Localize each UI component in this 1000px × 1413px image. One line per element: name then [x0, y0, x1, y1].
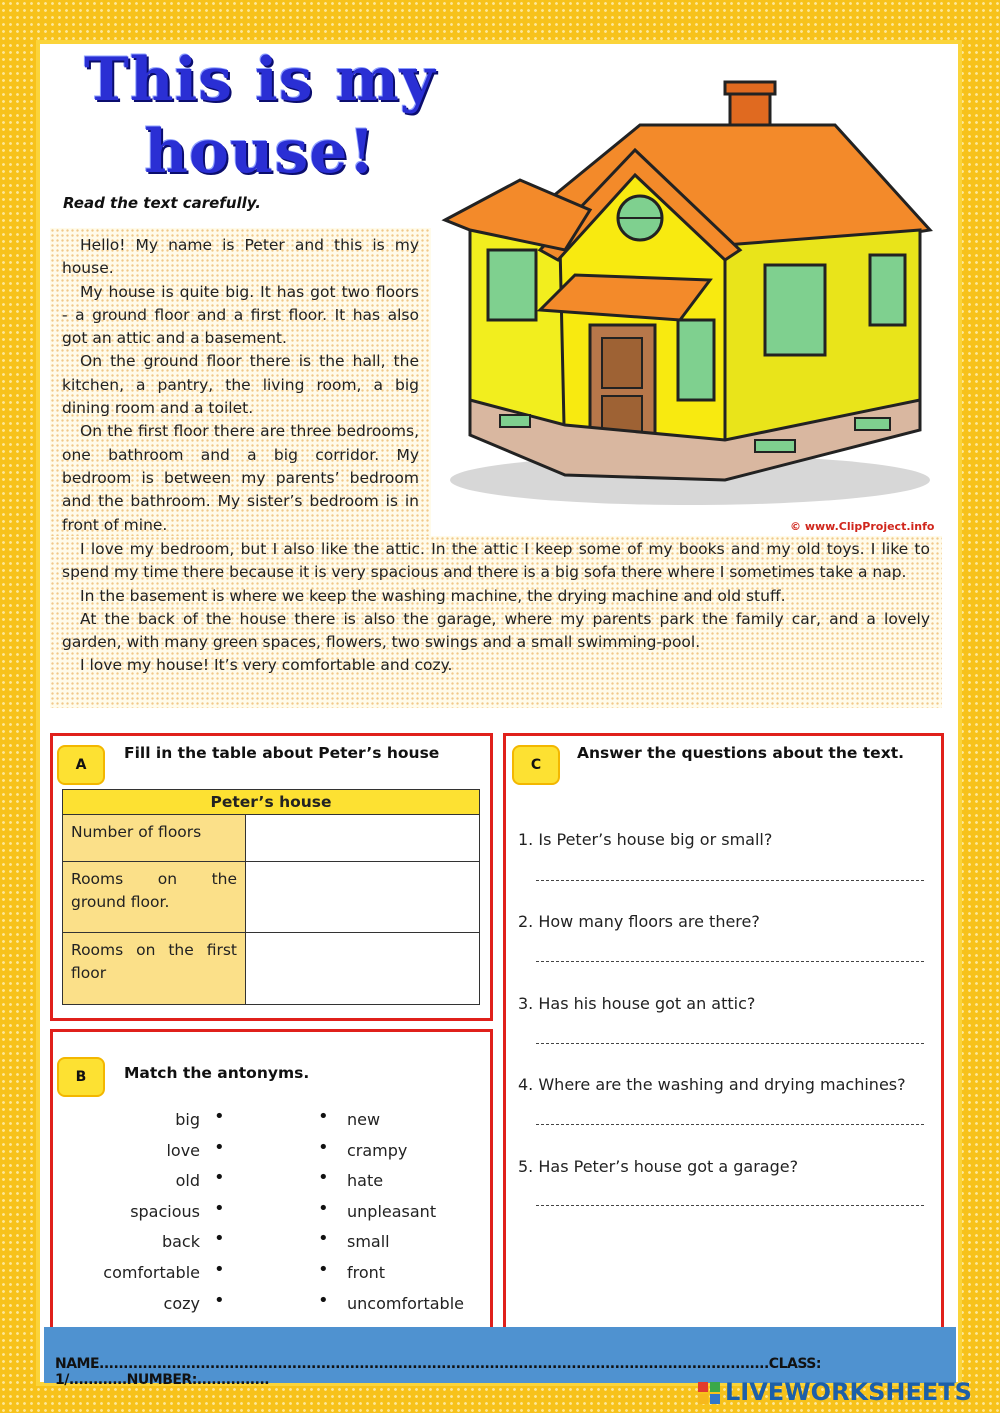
section-b-badge: B: [57, 1057, 105, 1097]
peters-house-table: [62, 789, 480, 1005]
section-b-instruction: Match the antonyms.: [124, 1064, 310, 1082]
page-title: This is my house!: [84, 45, 436, 187]
student-info-line[interactable]: NAME...........................................................................................................................................CLASS: 1/............NUMBER:...............: [55, 1356, 821, 1388]
antonyms-left-column: [60, 1110, 200, 1324]
match-dot-right[interactable]: •: [318, 1289, 329, 1311]
match-dot-left[interactable]: •: [214, 1228, 225, 1250]
question: 5. Has Peter’s house got a garage?: [518, 1157, 799, 1176]
match-dot-left[interactable]: •: [214, 1106, 225, 1127]
table-row-label: Rooms on the first floor: [63, 933, 246, 1005]
answer-line[interactable]: [536, 961, 924, 962]
answer-cell-first-floor[interactable]: [246, 933, 480, 1005]
antonym-left[interactable]: comfortable: [103, 1262, 200, 1282]
brand-logo: [697, 1378, 997, 1410]
match-dot-right[interactable]: •: [318, 1167, 329, 1189]
match-dot-right[interactable]: •: [318, 1136, 329, 1158]
house-illustration: [440, 70, 950, 540]
antonym-right[interactable]: crampy: [347, 1140, 408, 1160]
match-dot-left[interactable]: •: [214, 1136, 225, 1158]
paragraph: In the basement is where we keep the washing machine, the drying machine and old stuff.: [80, 586, 786, 605]
antonym-right[interactable]: hate: [347, 1171, 384, 1191]
image-credit: © www.ClipProject.info: [790, 520, 935, 533]
antonym-right[interactable]: unpleasant: [347, 1201, 437, 1221]
paragraph: I love my house! It’s very comfortable and cozy.: [80, 656, 453, 675]
antonym-left[interactable]: love: [166, 1140, 200, 1160]
match-dot-right[interactable]: •: [318, 1106, 329, 1127]
answer-line[interactable]: [536, 1043, 924, 1044]
paragraph: On the first floor there are three bedrooms, one bathroom and a big corridor. My bedroom is between my parents’ bedroom and the bathroom. My sister’s bedroom is in front of mine.: [62, 422, 419, 534]
match-dot-left[interactable]: •: [214, 1259, 225, 1280]
paragraph: My house is quite big. It has got two floors - a ground floor and a first floor. It has also got an attic and a basement.: [62, 282, 419, 348]
subtitle: Read the text carefully.: [63, 194, 261, 212]
section-a-badge: A: [57, 745, 105, 785]
match-dot-left[interactable]: •: [214, 1197, 225, 1219]
table-header: Peter’s house: [63, 790, 480, 815]
question: 4. Where are the washing and drying machines?: [518, 1075, 906, 1094]
section-a-instruction: Fill in the table about Peter’s house: [124, 744, 440, 762]
question: 2. How many floors are there?: [518, 912, 760, 931]
answer-line[interactable]: [536, 880, 924, 881]
paragraph: At the back of the house there is also the garage, where my parents park the family car, and a lovely garden, with many green spaces, flowers, two swings and a small swimming-pool.: [62, 609, 930, 652]
table-row-label: Rooms on the ground floor.: [63, 861, 246, 933]
match-dot-right[interactable]: •: [318, 1259, 329, 1280]
section-c-instruction: Answer the questions about the text.: [577, 744, 904, 762]
table-row-label: Number of floors: [63, 815, 246, 861]
section-c-box: [503, 733, 944, 1329]
paragraph: Hello! My name is Peter and this is my house.: [62, 236, 419, 278]
antonym-right[interactable]: small: [347, 1232, 390, 1252]
antonym-left[interactable]: spacious: [130, 1201, 200, 1221]
answer-line[interactable]: [536, 1124, 924, 1125]
match-dot-right[interactable]: •: [318, 1197, 329, 1219]
paragraph: On the ground floor there is the hall, the kitchen, a pantry, the living room, a big dining room and a toilet.: [62, 352, 419, 418]
question: 1. Is Peter’s house big or small?: [518, 830, 773, 849]
reading-text-top: [62, 234, 419, 537]
paragraph: I love my bedroom, but I also like the attic. In the attic I keep some of my books and my old toys. I like to spend my time there because it is very spacious and there is a big sofa there where I sometimes take a nap.: [62, 540, 930, 582]
section-c-badge: C: [512, 745, 560, 785]
antonym-right[interactable]: front: [347, 1262, 386, 1282]
match-dot-left[interactable]: •: [214, 1289, 225, 1311]
antonyms-right-column: [347, 1110, 464, 1324]
match-dot-left[interactable]: •: [214, 1167, 225, 1189]
antonym-right[interactable]: new: [347, 1110, 381, 1129]
antonym-left[interactable]: big: [175, 1110, 200, 1129]
brand-name: LIVEWORKSHEETS: [725, 1378, 972, 1406]
reading-text-bottom: [62, 538, 930, 678]
answer-line[interactable]: [536, 1205, 924, 1206]
liveworksheets-icon: [697, 1381, 721, 1405]
answer-cell-floors[interactable]: [246, 815, 480, 861]
antonym-right[interactable]: uncomfortable: [347, 1293, 464, 1313]
question: 3. Has his house got an attic?: [518, 994, 756, 1013]
antonym-left[interactable]: old: [175, 1171, 200, 1191]
antonym-left[interactable]: back: [161, 1232, 200, 1252]
antonym-left[interactable]: cozy: [163, 1293, 200, 1313]
answer-cell-ground-floor[interactable]: [246, 861, 480, 933]
match-dot-right[interactable]: •: [318, 1228, 329, 1250]
